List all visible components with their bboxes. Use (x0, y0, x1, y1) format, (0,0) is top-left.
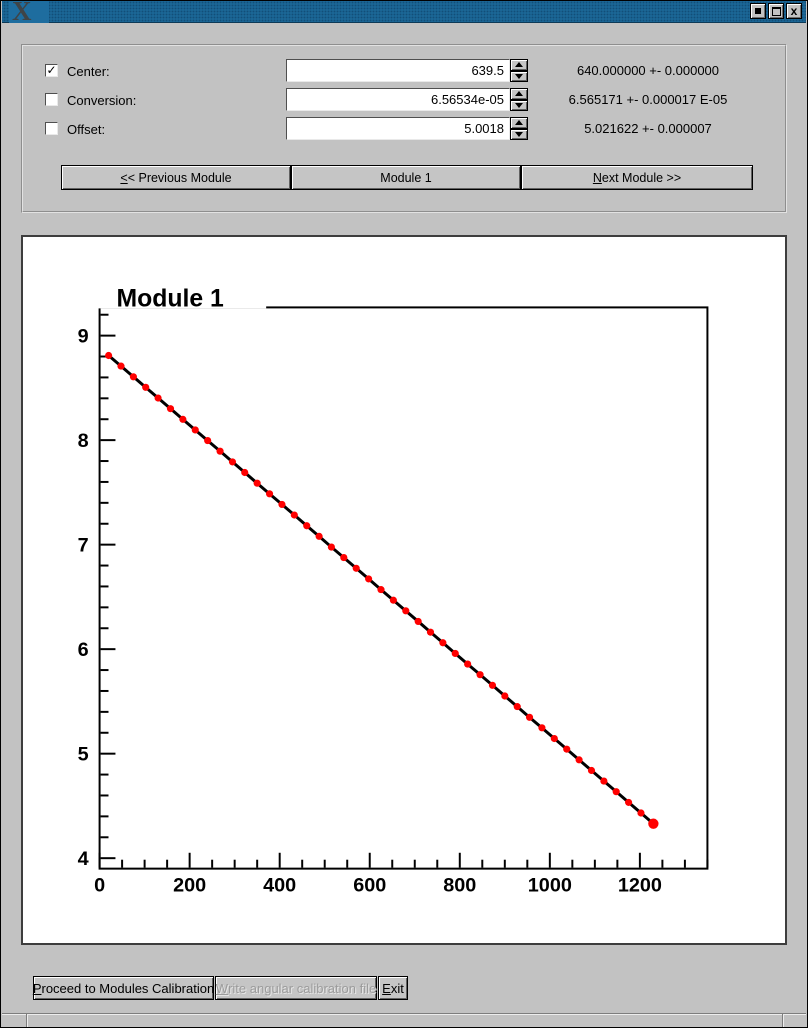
data-point (415, 618, 422, 625)
data-point (229, 458, 236, 465)
button-mnemonic: N (592, 170, 602, 185)
data-point (427, 629, 434, 636)
data-point (551, 735, 558, 742)
maximize-button[interactable] (768, 3, 784, 19)
data-point (254, 480, 261, 487)
x-tick-label: 200 (173, 874, 207, 897)
button-label: ext Module >> (601, 170, 682, 185)
data-point (155, 394, 162, 401)
data-point (489, 682, 496, 689)
data-point (600, 778, 607, 785)
y-tick-label: 7 (77, 534, 89, 557)
data-point (390, 597, 397, 604)
data-point (648, 819, 658, 829)
calibration-parameters-group (21, 44, 787, 213)
data-point (464, 661, 471, 668)
data-point (576, 756, 583, 763)
data-point (142, 384, 149, 391)
conversion-label: Conversion: (67, 93, 137, 108)
x11-logo-icon: X (9, 0, 49, 23)
data-point (365, 575, 372, 582)
data-point (316, 533, 323, 540)
data-point (192, 426, 199, 433)
data-point (328, 543, 335, 550)
data-point (514, 703, 521, 710)
y-tick-label: 4 (77, 848, 89, 871)
close-icon: x (790, 4, 798, 18)
x-tick-label: 800 (443, 874, 477, 897)
minimize-button[interactable] (750, 3, 766, 19)
button-label: rite angular calibration file (228, 980, 377, 996)
center-label: Center: (67, 64, 110, 79)
resize-handle-notch (782, 1014, 783, 1028)
data-point (402, 607, 409, 614)
calibration-plot (23, 237, 785, 943)
data-point (105, 352, 112, 359)
data-point (241, 469, 248, 476)
y-tick-label: 8 (77, 430, 89, 453)
previous-module-button[interactable] (61, 165, 291, 190)
button-mnemonic: < (120, 170, 128, 185)
data-point (637, 809, 644, 816)
plot-title: Module 1 (116, 285, 224, 313)
offset-checkbox[interactable] (45, 122, 58, 135)
data-point (216, 448, 223, 455)
next-module-button[interactable] (521, 165, 753, 190)
conversion-input[interactable]: 6.56534e-05 (286, 88, 510, 111)
minimize-icon (755, 8, 761, 14)
data-point (303, 522, 310, 529)
button-mnemonic: P (32, 980, 42, 996)
conversion-checkbox[interactable] (45, 93, 58, 106)
close-button[interactable] (786, 3, 802, 19)
data-point (291, 511, 298, 518)
y-tick-label: 9 (77, 325, 89, 348)
data-point (340, 554, 347, 561)
data-point (439, 639, 446, 646)
data-point (613, 788, 620, 795)
resize-handle-notch (26, 1014, 27, 1028)
data-point (117, 363, 124, 370)
data-point (476, 671, 483, 678)
data-point (204, 437, 211, 444)
window-resize-bar[interactable] (2, 1013, 806, 1027)
x-tick-label: 400 (263, 874, 297, 897)
data-point (278, 501, 285, 508)
current-module-button[interactable] (291, 165, 521, 190)
data-point (563, 746, 570, 753)
plot-panel (21, 235, 787, 945)
offset-reading: 5.021622 +- 0.000007 (584, 121, 712, 136)
write-angular-calibration-file-button[interactable] (215, 976, 377, 1000)
maximize-icon (772, 7, 781, 16)
titlebar[interactable] (2, 0, 806, 26)
x-tick-label: 0 (94, 874, 106, 897)
data-point (452, 650, 459, 657)
data-point (353, 565, 360, 572)
data-point (526, 714, 533, 721)
center-input[interactable]: 639.5 (286, 59, 510, 82)
data-point (130, 373, 137, 380)
offset-input[interactable]: 5.0018 (286, 117, 510, 140)
data-point (538, 724, 545, 731)
center-checkbox[interactable]: ✓ (46, 63, 57, 77)
center-reading: 640.000000 +- 0.000000 (576, 63, 720, 78)
data-point (167, 405, 174, 412)
y-tick-label: 6 (77, 639, 89, 662)
data-point (625, 799, 632, 806)
exit-button[interactable] (378, 976, 408, 1000)
x-tick-label: 1200 (617, 874, 662, 897)
proceed-to-modules-calibration-button[interactable] (33, 976, 214, 1000)
data-point (266, 490, 273, 497)
x-tick-label: 600 (353, 874, 387, 897)
plot-frame (100, 307, 708, 868)
button-mnemonic: W (215, 980, 229, 996)
data-point (501, 692, 508, 699)
x-tick-label: 1000 (527, 874, 572, 897)
conversion-reading: 6.565171 +- 0.000017 E-05 (568, 92, 728, 107)
button-label: roceed to Modules Calibration (41, 980, 215, 996)
data-point (179, 416, 186, 423)
button-label: Module 1 (380, 170, 432, 185)
data-point (377, 586, 384, 593)
button-mnemonic: E (382, 980, 391, 996)
data-point (588, 767, 595, 774)
button-label: < Previous Module (127, 170, 232, 185)
button-label: xit (390, 980, 404, 996)
y-tick-label: 5 (77, 743, 89, 766)
offset-label: Offset: (67, 122, 106, 137)
